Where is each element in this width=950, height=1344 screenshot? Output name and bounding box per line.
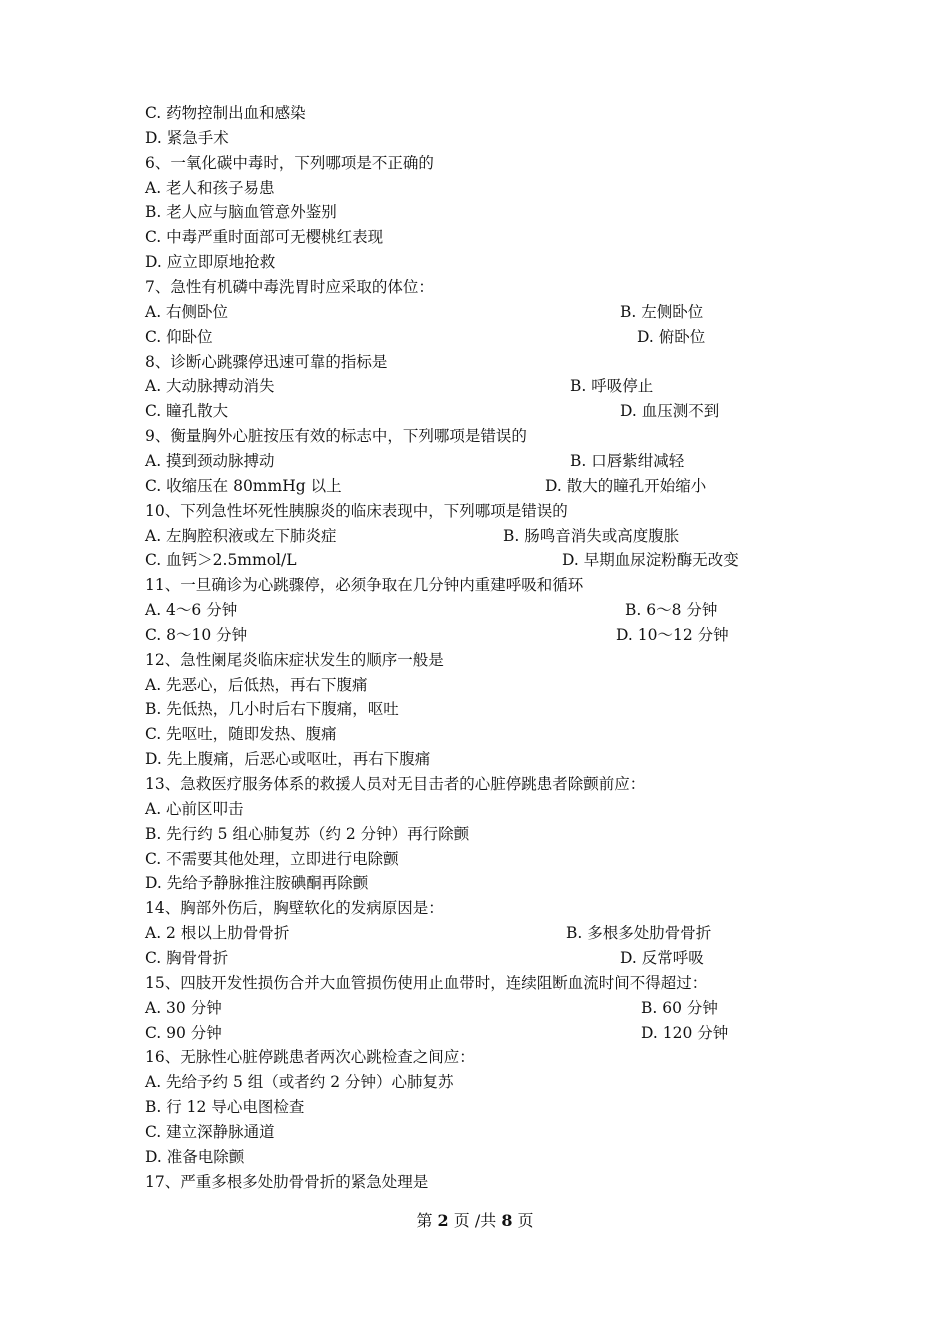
line-text: C. 药物控制出血和感染 bbox=[145, 104, 306, 122]
line-text: A. 老人和孩子易患 bbox=[145, 178, 275, 197]
document-line bbox=[145, 722, 337, 746]
line-text: 15、四肢开发性损伤合并大血管损伤使用止血带时，连续阻断血流时间不得超过： bbox=[145, 973, 708, 992]
line-text: A. 2 根以上肋骨骨折 bbox=[145, 924, 290, 943]
line-text: 10、下列急性坏死性胰腺炎的临床表现中，下列哪项是错误的 bbox=[145, 501, 568, 520]
line-option-right: D. 俯卧位 bbox=[637, 327, 706, 346]
line-text: 8、诊断心跳骤停迅速可靠的指标是 bbox=[145, 352, 388, 371]
line-text: D. 紧急手术 bbox=[145, 128, 229, 147]
line-option-right: B. 肠鸣音消失或高度腹胀 bbox=[503, 526, 680, 545]
document-line bbox=[145, 946, 704, 970]
footer-total-pages: 8 bbox=[501, 1211, 513, 1230]
document-line bbox=[145, 648, 444, 672]
document-line bbox=[145, 374, 654, 398]
line-option-right: D. 血压测不到 bbox=[620, 402, 720, 421]
line-option-right: D. 反常呼吸 bbox=[620, 948, 704, 967]
line-text: C. 不需要其他处理，立即进行电除颤 bbox=[145, 849, 399, 868]
line-text: 16、无脉性心脏停跳患者两次心跳检查之间应： bbox=[145, 1048, 475, 1067]
document-line bbox=[145, 151, 434, 175]
document-line bbox=[145, 1120, 275, 1144]
line-option-right: D. 散大的瞳孔开始缩小 bbox=[545, 476, 707, 495]
line-text: D. 准备电除颤 bbox=[145, 1147, 245, 1166]
document-line bbox=[145, 548, 739, 572]
document-line bbox=[145, 772, 645, 796]
document-line bbox=[145, 101, 306, 125]
document-line bbox=[145, 250, 275, 274]
line-text: A. 先给予约 5 组（或者约 2 分钟）心肺复苏 bbox=[145, 1073, 454, 1092]
line-option-right: B. 左侧卧位 bbox=[620, 302, 704, 321]
document-line bbox=[145, 896, 444, 920]
document-line bbox=[145, 1095, 304, 1119]
footer-page-number: 2 bbox=[437, 1211, 449, 1230]
line-text: D. 应立即原地抢救 bbox=[145, 253, 276, 272]
line-text: A. 大动脉搏动消失 bbox=[145, 377, 275, 396]
line-option-right: B. 口唇紫绀减轻 bbox=[570, 451, 685, 470]
document-line bbox=[145, 325, 706, 349]
document-line bbox=[145, 697, 399, 721]
footer-prefix: 第 bbox=[416, 1211, 438, 1230]
document-line bbox=[145, 424, 527, 448]
document-line bbox=[145, 499, 568, 523]
line-text: A. 右侧卧位 bbox=[145, 302, 229, 321]
document-line bbox=[145, 399, 720, 423]
document-line bbox=[145, 176, 275, 200]
line-option-right: B. 60 分钟 bbox=[641, 998, 718, 1017]
line-text: 14、胸部外伤后，胸壁软化的发病原因是： bbox=[145, 899, 444, 918]
line-text: 6、一氧化碳中毒时，下列哪项是不正确的 bbox=[145, 153, 434, 172]
line-text: 13、急救医疗服务体系的救援人员对无目击者的心脏停跳患者除颤前应： bbox=[145, 775, 646, 793]
line-text: A. 先恶心，后低热，再右下腹痛 bbox=[145, 675, 368, 694]
document-line bbox=[145, 847, 399, 871]
line-text: C. 先呕吐，随即发热、腹痛 bbox=[145, 725, 337, 744]
document-line bbox=[145, 996, 718, 1020]
document-line bbox=[145, 1045, 475, 1069]
line-text: A. 左胸腔积液或左下肺炎症 bbox=[145, 526, 337, 545]
document-line bbox=[145, 449, 685, 473]
document-line bbox=[145, 747, 430, 771]
line-text: 17、严重多根多处肋骨骨折的紧急处理是 bbox=[145, 1172, 429, 1191]
document-line bbox=[145, 1145, 244, 1169]
footer-middle: 页 /共 bbox=[448, 1211, 502, 1230]
line-text: C. 建立深静脉通道 bbox=[145, 1122, 275, 1141]
document-line bbox=[145, 822, 469, 846]
line-text: B. 先低热，几小时后右下腹痛，呕吐 bbox=[145, 700, 399, 719]
line-text: C. 血钙＞2.5mmol/L bbox=[145, 551, 297, 570]
line-text: B. 行 12 导心电图检查 bbox=[145, 1098, 305, 1116]
line-text: D. 先给予静脉推注胺碘酮再除颤 bbox=[145, 874, 369, 893]
line-option-right: D. 120 分钟 bbox=[641, 1023, 729, 1042]
line-text: A. 30 分钟 bbox=[145, 998, 222, 1017]
line-option-right: B. 6～8 分钟 bbox=[625, 601, 718, 619]
line-text: 11、一旦确诊为心跳骤停，必须争取在几分钟内重建呼吸和循环 bbox=[145, 576, 584, 595]
document-line bbox=[145, 524, 680, 548]
document-line bbox=[145, 871, 368, 895]
line-text: C. 中毒严重时面部可无樱桃红表现 bbox=[145, 228, 384, 247]
document-line bbox=[145, 474, 707, 498]
document-line bbox=[145, 200, 337, 224]
line-text: D. 先上腹痛，后恶心或呕吐，再右下腹痛 bbox=[145, 750, 431, 769]
line-text: 9、衡量胸外心脏按压有效的标志中，下列哪项是错误的 bbox=[145, 427, 527, 446]
document-line bbox=[145, 921, 712, 945]
document-line bbox=[145, 573, 583, 597]
line-option-right: B. 呼吸停止 bbox=[570, 377, 654, 396]
line-option-right: D. 10～12 分钟 bbox=[616, 625, 729, 644]
line-text: C. 8～10 分钟 bbox=[145, 625, 248, 644]
line-text: 7、急性有机磷中毒洗胃时应采取的体位： bbox=[145, 278, 434, 296]
document-line bbox=[145, 1070, 453, 1094]
line-text: B. 先行约 5 组心肺复苏（约 2 分钟）再行除颤 bbox=[145, 824, 470, 843]
document-line bbox=[145, 1021, 729, 1045]
document-line bbox=[145, 971, 707, 995]
line-text: A. 4～6 分钟 bbox=[145, 601, 238, 619]
line-text: 12、急性阑尾炎临床症状发生的顺序一般是 bbox=[145, 650, 444, 669]
line-text: C. 瞳孔散大 bbox=[145, 402, 229, 421]
line-text: C. 胸骨骨折 bbox=[145, 948, 229, 967]
line-option-right: B. 多根多处肋骨骨折 bbox=[566, 924, 712, 943]
document-line bbox=[145, 126, 229, 150]
line-text: A. 摸到颈动脉搏动 bbox=[145, 451, 275, 470]
line-text: B. 老人应与脑血管意外鉴别 bbox=[145, 203, 337, 222]
document-line bbox=[145, 350, 387, 374]
line-text: C. 收缩压在 80mmHg 以上 bbox=[145, 476, 342, 495]
line-text: C. 仰卧位 bbox=[145, 327, 213, 346]
line-text: C. 90 分钟 bbox=[145, 1023, 222, 1042]
line-option-right: D. 早期血尿淀粉酶无改变 bbox=[562, 551, 739, 570]
document-line bbox=[145, 623, 729, 647]
document-line bbox=[145, 598, 718, 622]
document-line bbox=[145, 797, 244, 821]
document-line bbox=[145, 300, 704, 324]
document-line bbox=[145, 673, 368, 697]
document-line bbox=[145, 225, 383, 249]
document-line bbox=[145, 1170, 428, 1194]
footer-suffix: 页 bbox=[512, 1211, 534, 1230]
page-footer bbox=[0, 1208, 950, 1234]
line-text: A. 心前区叩击 bbox=[145, 799, 244, 818]
document-line bbox=[145, 275, 434, 299]
